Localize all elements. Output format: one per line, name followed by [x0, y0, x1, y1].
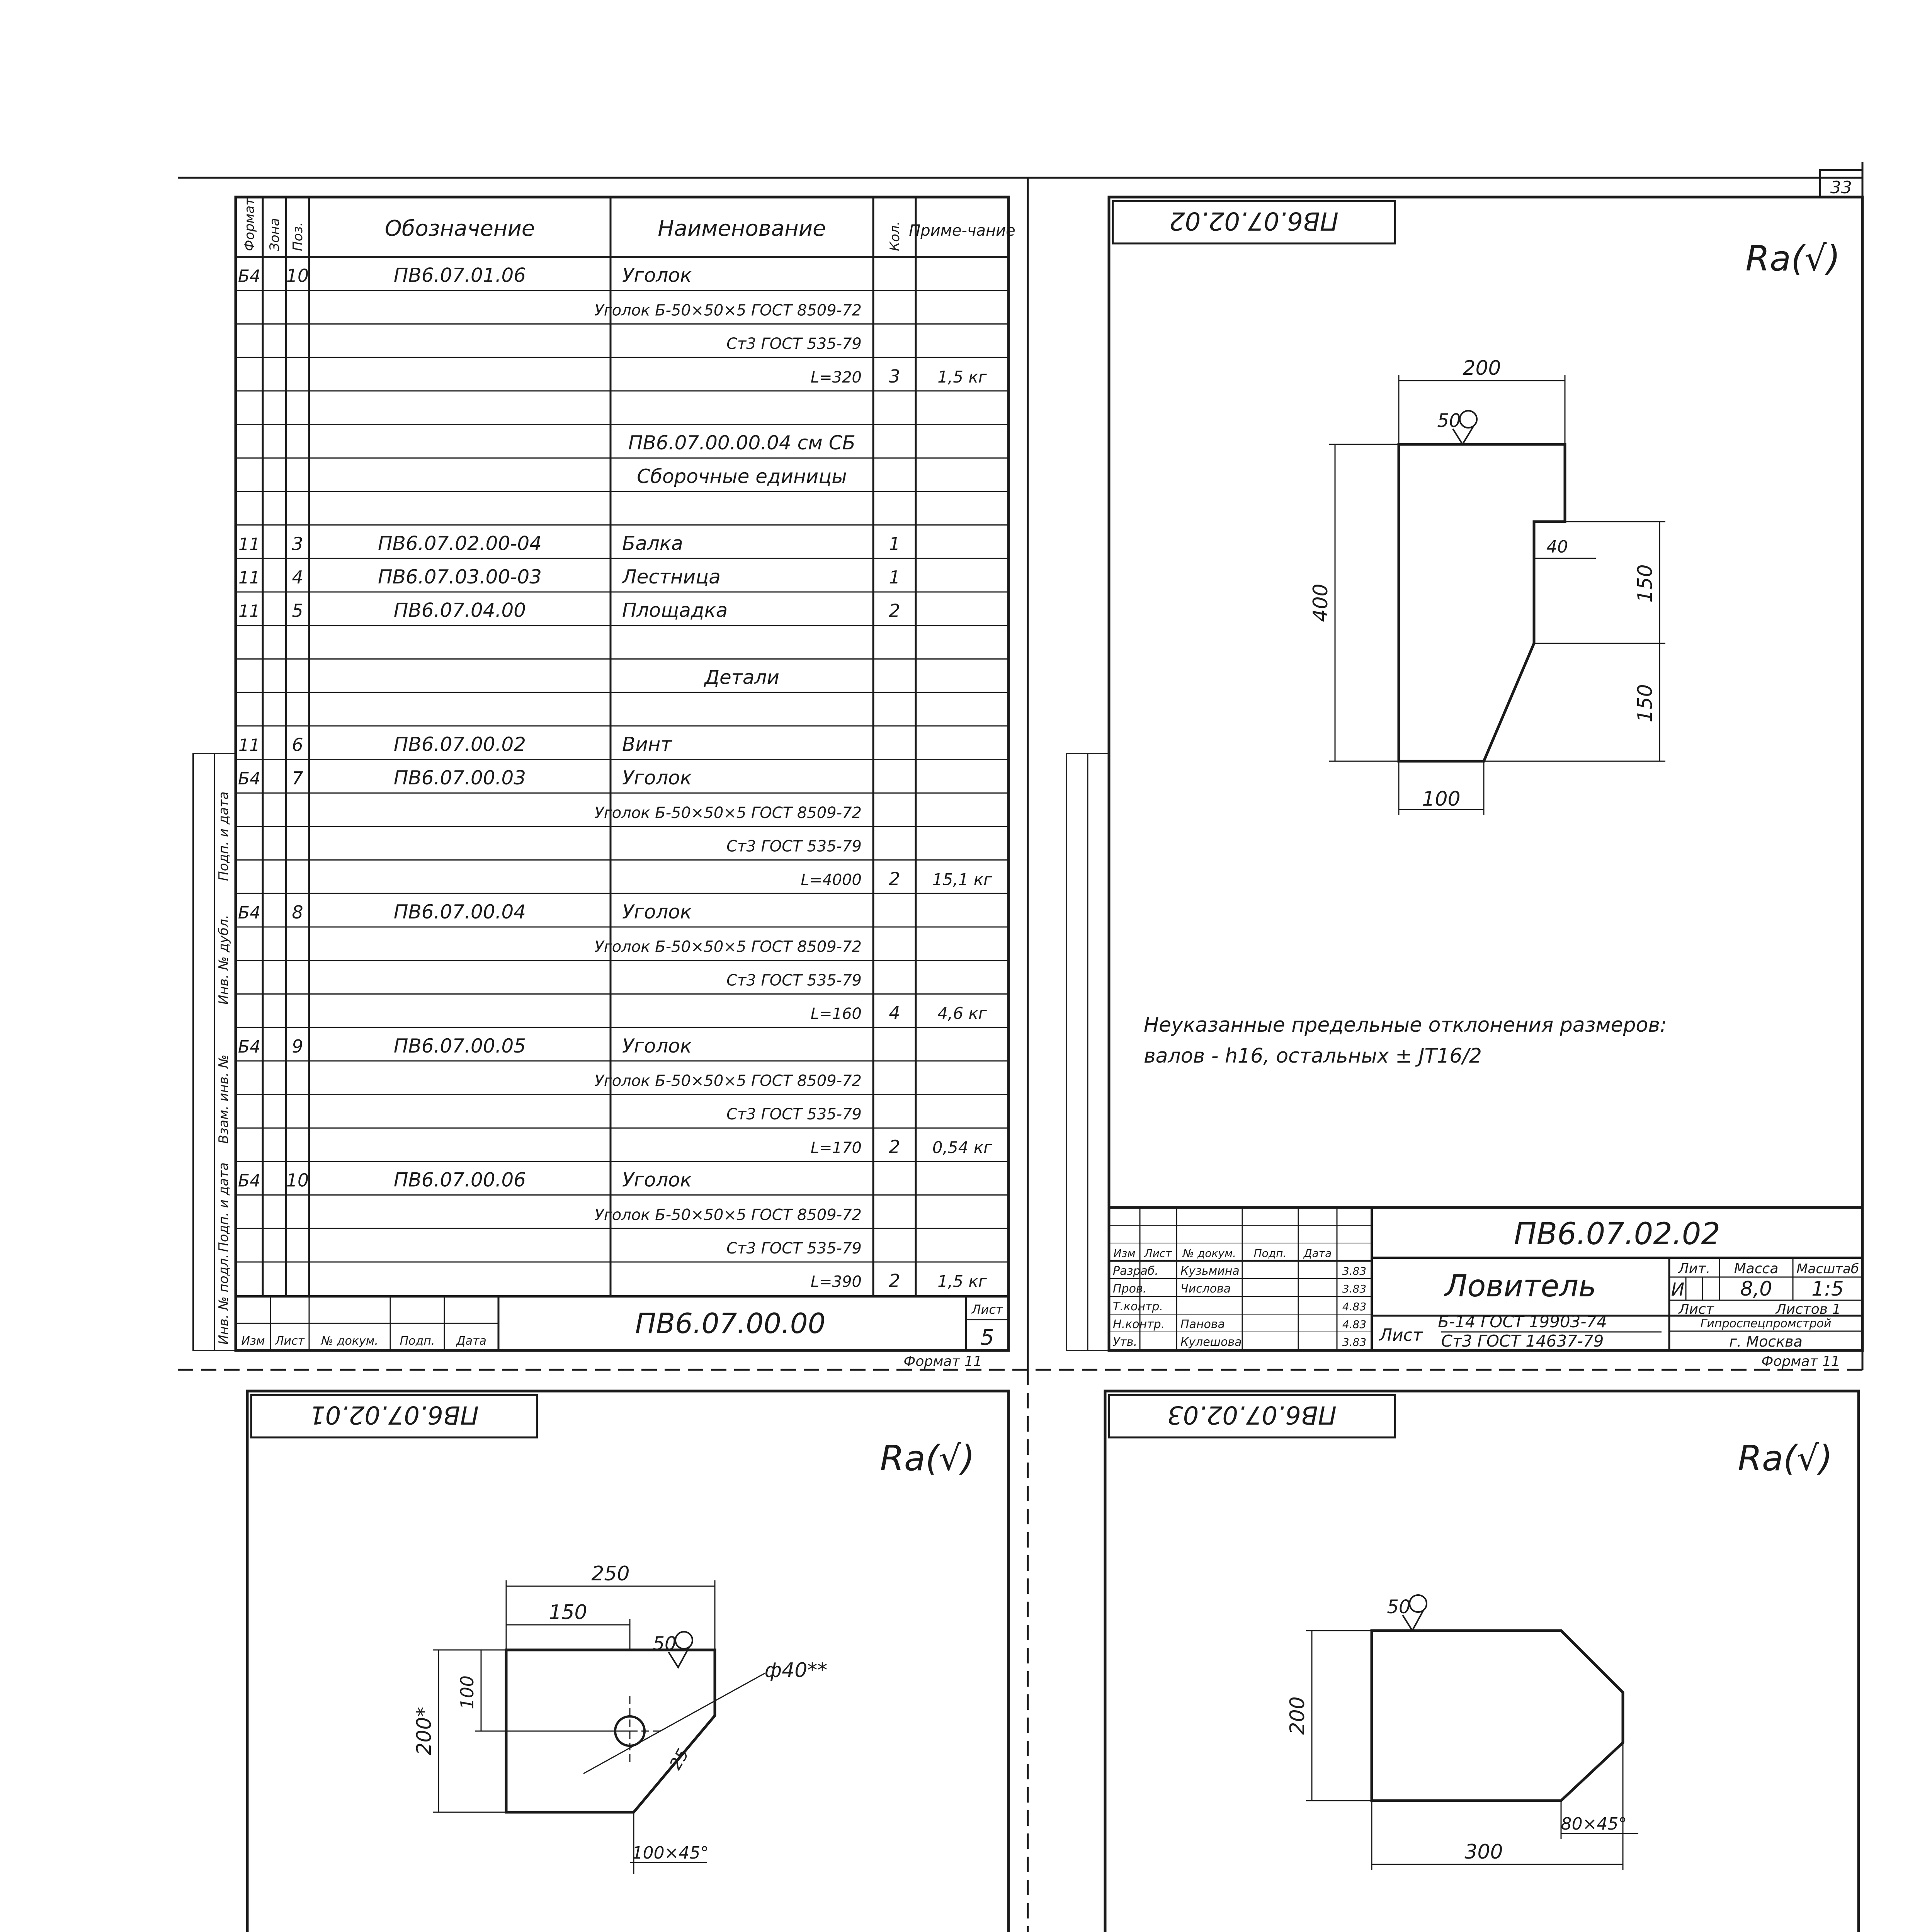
lovitel-dim-top: 200: [1463, 357, 1501, 380]
spec-cell-format: 11: [238, 568, 260, 588]
spec-cell-qty: 4: [889, 1002, 900, 1024]
spec-cell-qty: 1: [889, 533, 900, 554]
spec-cell-name: Уголок Б-50×50×5 ГОСТ 8509-72: [594, 938, 862, 956]
title-02-role: Пров.: [1113, 1282, 1147, 1296]
spec-header-4: Наименование: [658, 216, 826, 241]
spec-row: [811, 366, 987, 387]
spec-row: [594, 804, 862, 822]
spec-side-label-2: Подп. и дата: [216, 1162, 231, 1252]
spec-cell-format: Б4: [238, 1171, 261, 1191]
spec-row: [238, 566, 900, 588]
spec-cell-name: Ст3 ГОСТ 535-79: [726, 1240, 862, 1257]
drawing-03-roughness: Ra(√): [1738, 1438, 1833, 1479]
spec-cell-format: Б4: [238, 266, 261, 286]
svg-text:50: 50: [1437, 410, 1461, 432]
spec-cell-name: L=390: [810, 1273, 862, 1291]
spec-cell-name: Ст3 ГОСТ 535-79: [726, 335, 862, 353]
spec-cell-name: Лестница: [622, 566, 721, 588]
drawing-02-format-label: Формат 11: [1761, 1354, 1840, 1369]
spec-header-2: Поз.: [290, 222, 306, 251]
part-drawing-plastina: [1151, 1438, 1833, 1932]
spec-side-label-4: Инв. № дубл.: [216, 915, 231, 1005]
spec-cell-designation: ПВ6.07.00.05: [393, 1034, 526, 1057]
svg-text:50: 50: [1387, 1596, 1411, 1618]
spec-cell-designation: ПВ6.07.03.00-03: [378, 566, 542, 588]
plastina-dim-height: 200: [1286, 1696, 1309, 1735]
drawing-02-roughness: Ra(√): [1745, 238, 1840, 279]
spec-row: [628, 432, 855, 454]
spec-cell-name: Ст3 ГОСТ 535-79: [726, 971, 862, 990]
spec-cell-format: Б4: [238, 1037, 261, 1057]
spec-cell-name: Детали: [704, 666, 780, 689]
spec-header-3: Обозначение: [384, 216, 535, 241]
spec-cell-pos: 10: [286, 265, 309, 286]
spec-cell-name: Винт: [622, 733, 672, 756]
kronshtein-dim-part: 150: [549, 1601, 587, 1624]
lovitel-dim-lower: 150: [1634, 684, 1657, 723]
title-02-stamp-label: Дата: [1303, 1247, 1332, 1260]
spec-side-strip: [193, 753, 236, 1350]
title-02-name: Ловитель: [1444, 1269, 1597, 1304]
spec-row: [238, 1035, 692, 1057]
spec-row: [594, 301, 862, 319]
spec-row: [238, 901, 692, 923]
spec-cell-name: Ст3 ГОСТ 535-79: [726, 837, 862, 855]
spec-row: [238, 733, 672, 756]
lovitel-dim-notch: 40: [1546, 537, 1568, 557]
spec-cell-name: L=170: [810, 1139, 862, 1157]
spec-cell-qty: 2: [889, 1270, 900, 1291]
title-02-city: г. Москва: [1729, 1333, 1803, 1350]
plastina-outline: [1372, 1631, 1623, 1801]
spec-side-label-3: Взам. инв. №: [216, 1054, 231, 1144]
spec-row: [811, 1270, 987, 1291]
drawing-02-side-strip: [1066, 753, 1109, 1350]
spec-row: [704, 666, 779, 689]
spec-cell-qty: 2: [889, 1136, 900, 1157]
part-drawing-kronshtein: [274, 1438, 975, 1932]
spec-cell-pos: 8: [292, 902, 303, 923]
kronshtein-dim-chamfer: 100×45°: [632, 1843, 709, 1863]
spec-format-label: Формат 11: [903, 1354, 982, 1369]
title-02-sheets-header: Листов 1: [1776, 1301, 1841, 1317]
page-number: 33: [1830, 178, 1852, 197]
title-02-role: Утв.: [1113, 1335, 1137, 1349]
title-02-org: Гипроспецпромстрой: [1700, 1317, 1832, 1330]
title-02-sheet-header: Лист: [1679, 1301, 1714, 1317]
title-02-role: Т.контр.: [1113, 1300, 1163, 1313]
spec-cell-format: Б4: [238, 769, 261, 789]
title-02-material-prefix: Лист: [1379, 1325, 1423, 1345]
spec-cell-name: Балка: [622, 532, 683, 555]
kronshtein-dim-width: 250: [591, 1562, 630, 1585]
title-02-role: Н.контр.: [1113, 1318, 1165, 1331]
spec-sheet-number: 5: [980, 1325, 994, 1350]
spec-cell-note: 0,54 кг: [932, 1138, 992, 1157]
spec-cell-designation: ПВ6.07.02.00-04: [378, 532, 542, 555]
page-number-box: [1820, 170, 1862, 197]
spec-cell-name: Площадка: [622, 599, 728, 622]
spec-stamp-label: № докум.: [321, 1334, 378, 1348]
spec-cell-pos: 6: [292, 734, 303, 755]
spec-header-0: Формат: [242, 198, 257, 251]
spec-cell-name: Уголок Б-50×50×5 ГОСТ 8509-72: [594, 301, 862, 320]
kronshtein-dim-rad: 25: [665, 1745, 693, 1773]
spec-cell-name: Уголок Б-50×50×5 ГОСТ 8509-72: [594, 1206, 862, 1224]
spec-cell-pos: 3: [292, 533, 303, 554]
title-02-stamp-label: № докум.: [1182, 1247, 1236, 1260]
title-02-signer: Кузьмина: [1180, 1264, 1240, 1278]
spec-stamp-label: Лист: [275, 1334, 305, 1348]
spec-cell-format: 11: [238, 601, 260, 621]
lovitel-dim-bottom: 100: [1422, 787, 1461, 811]
title-02-mass-header: Масса: [1734, 1261, 1779, 1277]
spec-cell-name: L=320: [810, 368, 862, 386]
spec-row: [811, 1136, 992, 1157]
spec-title-block: [236, 1296, 1009, 1350]
spec-side-label-5: Подп. и дата: [216, 791, 231, 881]
title-02-date: 3.83: [1342, 1336, 1367, 1349]
lovitel-dim-height: 400: [1309, 583, 1332, 622]
spec-cell-pos: 4: [292, 567, 303, 588]
title-02-stamp-label: Подп.: [1253, 1247, 1287, 1260]
spec-row: [594, 1072, 862, 1090]
svg-text:50: 50: [653, 1633, 677, 1655]
title-02-date: 3.83: [1342, 1265, 1367, 1277]
kronshtein-dim-height: 200*: [413, 1707, 436, 1755]
spec-row: [594, 938, 862, 956]
spec-header-5: Кол.: [887, 221, 903, 251]
spec-cell-name: Уголок Б-50×50×5 ГОСТ 8509-72: [594, 1072, 862, 1090]
lovitel-dim-upper: 150: [1634, 564, 1657, 603]
plastina-dim-chamfer: 80×45°: [1561, 1814, 1627, 1834]
spec-cell-name: Уголок: [622, 767, 692, 789]
spec-row: [238, 532, 900, 554]
plastina-surface-mark: [1387, 1595, 1427, 1631]
spec-doc-number: ПВ6.07.00.00: [635, 1307, 826, 1340]
title-02-date: 4.83: [1342, 1300, 1367, 1313]
title-02-material-top: Б-14 ГОСТ 19903-74: [1438, 1312, 1607, 1331]
spec-header-1: Зона: [267, 218, 282, 251]
spec-cell-qty: 2: [889, 600, 900, 621]
title-02-lit: И: [1671, 1279, 1685, 1300]
spec-cell-designation: ПВ6.07.01.06: [393, 264, 526, 287]
specification-sheet: [236, 197, 1015, 1369]
spec-stamp-label: Изм: [241, 1334, 265, 1348]
title-02-signer: Кулешова: [1180, 1335, 1242, 1349]
spec-cell-note: 1,5 кг: [937, 1272, 987, 1291]
title-02-stamp-label: Лист: [1144, 1247, 1172, 1260]
lovitel-outline: [1399, 444, 1565, 761]
spec-cell-designation: ПВ6.07.00.03: [393, 767, 526, 789]
spec-cell-designation: ПВ6.07.04.00: [393, 599, 526, 622]
title-02-signer: Панова: [1180, 1318, 1225, 1331]
spec-cell-pos: 5: [292, 600, 303, 621]
plastina-dim-width: 300: [1464, 1840, 1503, 1864]
title-02-date: 3.83: [1342, 1282, 1367, 1295]
spec-cell-designation: ПВ6.07.00.04: [393, 901, 526, 923]
spec-cell-name: Уголок: [622, 1168, 692, 1191]
spec-row: [637, 465, 847, 488]
spec-row: [726, 335, 862, 353]
spec-sheet-label: Лист: [971, 1302, 1003, 1317]
spec-row: [238, 767, 692, 789]
title-02-date: 4.83: [1342, 1318, 1367, 1331]
spec-stamp-label: Дата: [456, 1334, 486, 1348]
spec-cell-name: Уголок: [622, 1034, 692, 1057]
spec-row: [726, 1240, 862, 1257]
spec-cell-qty: 2: [889, 868, 900, 889]
spec-cell-name: Уголок: [622, 901, 692, 923]
drawing-note-line: валов - h16, остальных ± JT16/2: [1144, 1044, 1482, 1068]
spec-cell-format: Б4: [238, 903, 261, 923]
spec-cell-name: Ст3 ГОСТ 535-79: [726, 1105, 862, 1124]
spec-cell-designation: ПВ6.07.00.06: [393, 1168, 526, 1191]
title-02-signer: Числова: [1180, 1282, 1231, 1296]
spec-cell-designation: ПВ6.07.00.02: [393, 733, 526, 756]
title-block-lovitel: [1109, 1208, 1862, 1350]
spec-cell-name: L=4000: [801, 871, 862, 889]
title-02-lit-header: Лит.: [1678, 1261, 1711, 1277]
drawing-02-mirrored-code: ПВ6.07.02.02: [1169, 206, 1339, 235]
spec-row: [726, 1105, 862, 1123]
spec-row: [726, 838, 862, 855]
spec-cell-pos: 7: [292, 768, 303, 789]
spec-row: [801, 868, 992, 889]
spec-row: [594, 1206, 862, 1224]
drawing-01-mirrored-code: ПВ6.07.02.01: [309, 1400, 479, 1429]
spec-row: [238, 599, 900, 622]
spec-row: [811, 1002, 987, 1023]
spec-cell-name: Уголок: [622, 264, 692, 287]
title-02-code: ПВ6.07.02.02: [1514, 1217, 1720, 1252]
drawing-03-mirrored-code: ПВ6.07.02.03: [1167, 1400, 1337, 1429]
title-02-scale: 1:5: [1811, 1277, 1844, 1301]
spec-cell-qty: 3: [889, 366, 900, 387]
lovitel-surface-mark: [1437, 410, 1477, 444]
spec-cell-name: L=160: [810, 1005, 862, 1023]
spec-cell-name: ПВ6.07.00.00.04 см СБ: [628, 432, 855, 454]
title-02-mass: 8,0: [1740, 1277, 1772, 1301]
spec-cell-note: 1,5 кг: [937, 367, 987, 386]
title-02-role: Разраб.: [1113, 1264, 1158, 1278]
spec-cell-format: 11: [238, 735, 260, 755]
spec-cell-format: 11: [238, 534, 260, 554]
spec-cell-note: 15,1 кг: [932, 870, 992, 889]
title-02-material-bottom: Ст3 ГОСТ 14637-79: [1441, 1332, 1604, 1350]
spec-stamp-label: Подп.: [400, 1334, 435, 1348]
spec-cell-name: Уголок Б-50×50×5 ГОСТ 8509-72: [594, 804, 862, 822]
drawing-01-roughness: Ra(√): [880, 1438, 975, 1479]
title-02-stamp-label: Изм: [1113, 1247, 1136, 1260]
spec-cell-note: 4,6 кг: [937, 1004, 987, 1023]
drawing-note-line: Неуказанные предельные отклонения размеров:: [1144, 1014, 1667, 1037]
spec-cell-pos: 10: [286, 1170, 309, 1191]
spec-cell-pos: 9: [292, 1036, 303, 1057]
spec-row: [238, 264, 692, 287]
kronshtein-dim-inner: 100: [457, 1675, 478, 1709]
spec-cell-name: Сборочные единицы: [637, 465, 847, 488]
kronshtein-dim-hole: ф40**: [764, 1659, 828, 1682]
spec-row: [238, 1169, 692, 1191]
spec-cell-qty: 1: [889, 567, 900, 588]
spec-row: [726, 971, 862, 989]
spec-header-6: Приме-чание: [909, 222, 1015, 240]
title-02-scale-header: Масштаб: [1796, 1261, 1859, 1277]
spec-side-label-1: Инв. № подл.: [216, 1254, 231, 1345]
part-drawing-lovitel: [1144, 238, 1840, 1068]
